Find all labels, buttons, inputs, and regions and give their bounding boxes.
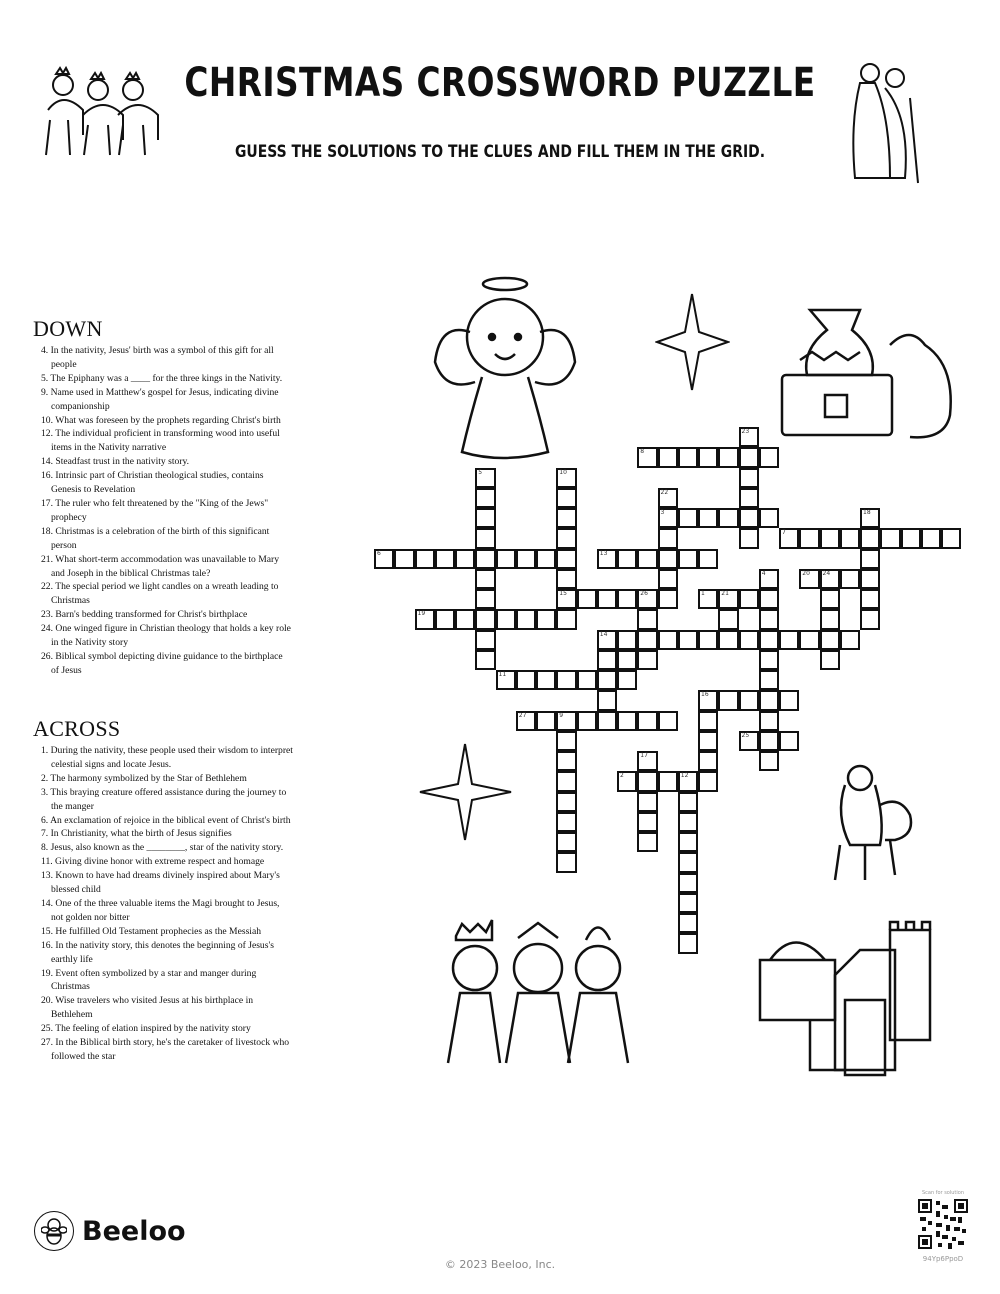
crossword-cell[interactable] <box>678 933 698 953</box>
crossword-cell[interactable] <box>698 731 718 751</box>
crossword-cell[interactable] <box>637 751 657 771</box>
down-clue: 23. Barn's bedding transformed for Christ's birthplace <box>41 609 248 621</box>
crossword-cell[interactable] <box>617 670 637 690</box>
clue-number: 5 <box>478 468 483 476</box>
crossword-cell[interactable] <box>556 832 576 852</box>
down-clue: 24. One winged figure in Christian theology that holds a key role in the Nativity story <box>41 623 291 649</box>
crossword-cell[interactable] <box>597 549 617 569</box>
crossword-cell[interactable] <box>840 630 860 650</box>
crossword-cell[interactable] <box>718 630 738 650</box>
crossword-cell[interactable] <box>658 630 678 650</box>
crossword-cell[interactable] <box>759 630 779 650</box>
clue-number: 16 <box>701 691 709 699</box>
crossword-cell[interactable] <box>475 488 495 508</box>
crossword-cell[interactable] <box>759 508 779 528</box>
crossword-cell[interactable] <box>637 630 657 650</box>
crossword-cell[interactable] <box>617 549 637 569</box>
across-clue: 8. Jesus, also known as the ________, star of the nativity story. <box>41 842 284 854</box>
down-clue: 22. The special period we light candles on a wreath leading to Christmas <box>41 581 279 607</box>
page-title: CHRISTMAS CROSSWORD PUZZLE <box>184 60 816 106</box>
mary-on-donkey-illustration <box>825 760 920 885</box>
holy-family-illustration <box>840 58 930 188</box>
clue-number: 12 <box>680 772 689 780</box>
across-clue: 25. The feeling of elation inspired by the nativity story <box>41 1023 251 1035</box>
crossword-cell[interactable] <box>718 690 738 710</box>
crossword-cell[interactable] <box>496 609 516 629</box>
crossword-cell[interactable] <box>415 549 435 569</box>
across-clue: 2. The harmony symbolized by the Star of Bethlehem <box>41 772 247 784</box>
down-heading: DOWN <box>33 316 103 341</box>
crossword-cell[interactable] <box>556 852 576 872</box>
across-clue: 1. During the nativity, these people used their wisdom to interpret celestial signs and locate Jesus. <box>41 745 293 770</box>
crossword-cell[interactable] <box>658 528 678 548</box>
crossword-cell[interactable] <box>739 468 759 488</box>
star-icon <box>418 742 513 842</box>
crossword-cell[interactable] <box>475 630 495 650</box>
clue-number: 23 <box>741 428 750 435</box>
crossword-cell[interactable] <box>739 447 759 467</box>
clue-number: 1 <box>701 590 705 597</box>
crossword-cell[interactable] <box>556 468 576 488</box>
crossword-cell[interactable] <box>637 609 657 629</box>
crossword-cell[interactable] <box>779 690 799 710</box>
crossword-cell[interactable] <box>698 589 718 609</box>
clue-number: 14 <box>599 630 608 638</box>
star-icon <box>655 292 730 392</box>
crossword-cell[interactable] <box>678 792 698 812</box>
down-clue: 10. What was foreseen by the prophets regarding Christ's birth <box>41 414 281 426</box>
down-clue: 26. Biblical symbol depicting divine guidance to the birthplace of Jesus <box>41 650 283 676</box>
crossword-cell[interactable] <box>536 711 556 731</box>
down-clue: 16. Intrinsic part of Christian theological studies, contains Genesis to Revelation <box>41 470 264 496</box>
bethlehem-town-illustration <box>750 920 940 1080</box>
crossword-cell[interactable] <box>475 549 495 569</box>
crossword-cell[interactable] <box>698 549 718 569</box>
across-clues-section <box>33 716 293 1064</box>
crossword-cell[interactable] <box>678 873 698 893</box>
crossword-cell[interactable] <box>475 650 495 670</box>
crossword-cell[interactable] <box>941 528 961 548</box>
down-clue: 14. Steadfast trust in the nativity story. <box>41 456 190 468</box>
brand-logo <box>34 1211 186 1251</box>
angel-illustration <box>430 272 580 462</box>
crossword-cell[interactable] <box>475 569 495 589</box>
crossword-cell[interactable] <box>637 771 657 791</box>
down-clue: 5. The Epiphany was a ____ for the three kings in the Nativity. <box>41 372 283 384</box>
crossword-cell[interactable] <box>678 913 698 933</box>
crossword-cell[interactable] <box>658 508 678 528</box>
crossword-cell[interactable] <box>678 893 698 913</box>
crossword-cell[interactable] <box>678 852 698 872</box>
crossword-cell[interactable] <box>637 711 657 731</box>
crossword-cell[interactable] <box>658 771 678 791</box>
crossword-cell[interactable] <box>556 812 576 832</box>
across-clue: 7. In Christianity, what the birth of Jesus signifies <box>41 828 232 840</box>
crossword-cell[interactable] <box>556 711 576 731</box>
crossword-cell[interactable] <box>820 609 840 629</box>
crossword-cell[interactable] <box>860 508 880 528</box>
crossword-cell[interactable] <box>658 711 678 731</box>
clue-number: 9 <box>559 711 564 719</box>
crossword-cell[interactable] <box>475 468 495 488</box>
crossword-cell[interactable] <box>759 731 779 751</box>
crossword-cell[interactable] <box>597 650 617 670</box>
crossword-cell[interactable] <box>394 549 414 569</box>
crossword-cell[interactable] <box>536 670 556 690</box>
crossword-cell[interactable] <box>779 528 799 548</box>
clue-number: 26 <box>640 590 648 597</box>
crossword-cell[interactable] <box>658 488 678 508</box>
crossword-cell[interactable] <box>739 731 759 751</box>
crossword-cell[interactable] <box>577 670 597 690</box>
crossword-cell[interactable] <box>617 589 637 609</box>
crossword-cell[interactable] <box>718 589 738 609</box>
across-clue: 16. In the nativity story, this denotes the beginning of Jesus's earthly life <box>41 939 274 965</box>
crossword-cell[interactable] <box>658 569 678 589</box>
across-clue: 20. Wise travelers who visited Jesus at his birthplace in Bethlehem <box>41 995 254 1021</box>
crossword-cell[interactable] <box>496 670 516 690</box>
clue-number: 11 <box>498 671 507 678</box>
crossword-cell[interactable] <box>658 589 678 609</box>
qr-label: Scan for solution <box>921 1190 964 1196</box>
crossword-cell[interactable] <box>678 508 698 528</box>
crossword-cell[interactable] <box>759 751 779 771</box>
across-clue: 11. Giving divine honor with extreme respect and homage <box>41 856 265 868</box>
down-clue: 12. The individual proficient in transforming wood into useful items in the Nativity narrative <box>41 428 280 454</box>
crossword-cell[interactable] <box>860 589 880 609</box>
crossword-cell[interactable] <box>799 569 819 589</box>
crossword-cell[interactable] <box>556 549 576 569</box>
clue-number: 17 <box>640 752 648 759</box>
crossword-cell[interactable] <box>556 488 576 508</box>
crossword-cell[interactable] <box>739 488 759 508</box>
crossword-cell[interactable] <box>840 569 860 589</box>
across-clue: 6. An exclamation of rejoice in the biblical event of Christ's birth <box>41 814 291 826</box>
crossword-cell[interactable] <box>698 508 718 528</box>
down-clue: 9. Name used in Matthew's gospel for Jesus, indicating divine companionship <box>41 386 279 412</box>
crossword-cell[interactable] <box>637 447 657 467</box>
crossword-cell[interactable] <box>759 711 779 731</box>
clue-number: 4 <box>761 569 766 577</box>
crossword-cell[interactable] <box>739 690 759 710</box>
crossword-cell[interactable] <box>496 549 516 569</box>
crossword-cell[interactable] <box>637 832 657 852</box>
across-clue: 13. Known to have had dreams divinely inspired about Mary's blessed child <box>41 870 280 896</box>
three-wise-men-illustration <box>438 918 638 1068</box>
crossword-cell[interactable] <box>374 549 394 569</box>
crossword-cell[interactable] <box>637 549 657 569</box>
crossword-cell[interactable] <box>516 609 536 629</box>
crossword-cell[interactable] <box>516 711 536 731</box>
crossword-cell[interactable] <box>556 751 576 771</box>
crossword-cell[interactable] <box>415 609 435 629</box>
crossword-cell[interactable] <box>597 670 617 690</box>
crossword-cell[interactable] <box>678 832 698 852</box>
crossword-cell[interactable] <box>718 447 738 467</box>
across-clue: 27. In the Biblical birth story, he's the caretaker of livestock who followed the star <box>41 1037 290 1062</box>
crossword-cell[interactable] <box>637 650 657 670</box>
across-clue: 14. One of the three valuable items the Magi brought to Jesus, not golden nor bitter <box>41 897 280 923</box>
crossword-cell[interactable] <box>820 630 840 650</box>
crossword-cell[interactable] <box>799 630 819 650</box>
crossword-cell[interactable] <box>435 549 455 569</box>
crossword-cell[interactable] <box>597 711 617 731</box>
crossword-cell[interactable] <box>759 650 779 670</box>
crossword-cell[interactable] <box>475 609 495 629</box>
clue-number: 2 <box>620 772 624 780</box>
crossword-cell[interactable] <box>678 630 698 650</box>
crossword-cell[interactable] <box>840 528 860 548</box>
crossword-cell[interactable] <box>739 630 759 650</box>
crossword-cell[interactable] <box>678 549 698 569</box>
crossword-cell[interactable] <box>637 812 657 832</box>
crossword-cell[interactable] <box>455 549 475 569</box>
crossword-cell[interactable] <box>799 528 819 548</box>
clue-number: 13 <box>599 549 608 557</box>
crossword-cell[interactable] <box>516 549 536 569</box>
crossword-cell[interactable] <box>759 589 779 609</box>
instructions: GUESS THE SOLUTIONS TO THE CLUES AND FILL THEM IN THE GRID. <box>234 142 766 162</box>
solution-qr[interactable] <box>913 1190 973 1263</box>
crossword-cell[interactable] <box>556 609 576 629</box>
crossword-cell[interactable] <box>678 447 698 467</box>
crossword-cell[interactable] <box>577 589 597 609</box>
crossword-cell[interactable] <box>779 630 799 650</box>
crossword-cell[interactable] <box>860 609 880 629</box>
clue-number: 6 <box>377 549 381 557</box>
across-heading: ACROSS <box>33 716 121 741</box>
crossword-cell[interactable] <box>556 589 576 609</box>
crossword-cell[interactable] <box>577 711 597 731</box>
crossword-cell[interactable] <box>617 711 637 731</box>
crossword-cell[interactable] <box>739 528 759 548</box>
crossword-cell[interactable] <box>860 569 880 589</box>
crossword-cell[interactable] <box>739 508 759 528</box>
crossword-cell[interactable] <box>698 771 718 791</box>
crossword-cell[interactable] <box>617 630 637 650</box>
crossword-cell[interactable] <box>698 711 718 731</box>
crossword-cell[interactable] <box>556 670 576 690</box>
crossword-cell[interactable] <box>678 771 698 791</box>
crossword-cell[interactable] <box>779 731 799 751</box>
crossword-cell[interactable] <box>536 609 556 629</box>
qr-code-icon <box>918 1199 968 1249</box>
clue-number: 10 <box>559 468 567 476</box>
brand-name: Beeloo <box>82 1215 186 1247</box>
crossword-cell[interactable] <box>880 528 900 548</box>
crossword-cell[interactable] <box>739 427 759 447</box>
clue-number: 7 <box>782 529 786 537</box>
crossword-cell[interactable] <box>597 690 617 710</box>
crossword-cell[interactable] <box>860 528 880 548</box>
crossword-cell[interactable] <box>678 812 698 832</box>
crossword-cell[interactable] <box>739 589 759 609</box>
crossword-cell[interactable] <box>617 771 637 791</box>
clue-number: 25 <box>741 731 750 739</box>
crossword-cell[interactable] <box>759 609 779 629</box>
crossword-cell[interactable] <box>435 609 455 629</box>
crossword-cell[interactable] <box>759 670 779 690</box>
crossword-cell[interactable] <box>637 589 657 609</box>
copyright: © 2023 Beeloo, Inc. <box>444 1258 556 1271</box>
crossword-cell[interactable] <box>698 690 718 710</box>
crossword-cell[interactable] <box>901 528 921 548</box>
crossword-cell[interactable] <box>617 650 637 670</box>
crossword-cell[interactable] <box>698 630 718 650</box>
three-kings-on-camels-illustration <box>38 60 168 160</box>
gifts-of-magi-illustration <box>780 305 955 440</box>
across-clue: 3. This braying creature offered assistance during the journey to the manger <box>41 786 287 812</box>
crossword-cell[interactable] <box>597 589 617 609</box>
crossword-cell[interactable] <box>820 528 840 548</box>
down-clue: 21. What short-term accommodation was unavailable to Mary and Joseph in the biblical Christmas tale? <box>41 553 279 579</box>
clue-number: 22 <box>660 488 669 496</box>
crossword-cell[interactable] <box>698 447 718 467</box>
crossword-cell[interactable] <box>475 589 495 609</box>
crossword-cell[interactable] <box>556 528 576 548</box>
clue-number: 27 <box>518 711 527 719</box>
crossword-cell[interactable] <box>718 508 738 528</box>
crossword-cell[interactable] <box>556 792 576 812</box>
clue-number: 8 <box>640 448 645 456</box>
crossword-cell[interactable] <box>759 447 779 467</box>
clue-number: 15 <box>559 590 567 597</box>
crossword-cell[interactable] <box>455 609 475 629</box>
crossword-cell[interactable] <box>475 528 495 548</box>
down-clue: 17. The ruler who felt threatened by the "King of the Jews" prophecy <box>41 497 269 523</box>
crossword-cell[interactable] <box>597 630 617 650</box>
crossword-cell[interactable] <box>536 549 556 569</box>
crossword-cell[interactable] <box>759 569 779 589</box>
crossword-cell[interactable] <box>698 751 718 771</box>
across-clue: 15. He fulfilled Old Testament prophecies as the Messiah <box>41 925 262 937</box>
crossword-cell[interactable] <box>556 569 576 589</box>
crossword-cell[interactable] <box>637 792 657 812</box>
crossword-cell[interactable] <box>475 508 495 528</box>
crossword-cell[interactable] <box>860 549 880 569</box>
crossword-cell[interactable] <box>556 771 576 791</box>
bee-icon <box>34 1211 74 1251</box>
crossword-cell[interactable] <box>759 690 779 710</box>
crossword-cell[interactable] <box>921 528 941 548</box>
crossword-cell[interactable] <box>718 609 738 629</box>
crossword-cell[interactable] <box>516 670 536 690</box>
clue-number: 18 <box>863 509 871 516</box>
crossword-cell[interactable] <box>820 650 840 670</box>
clue-number: 21 <box>721 590 729 597</box>
down-clues-section <box>33 316 293 678</box>
clue-number: 20 <box>802 569 810 577</box>
qr-code-text: 94Yp6PpoD <box>922 1255 964 1263</box>
clue-number: 3 <box>660 509 665 516</box>
crossword-cell[interactable] <box>556 731 576 751</box>
down-clue: 18. Christmas is a celebration of the birth of this significant person <box>41 525 270 551</box>
crossword-cell[interactable] <box>658 549 678 569</box>
across-clue: 19. Event often symbolized by a star and manger during Christmas <box>41 967 257 993</box>
crossword-cell[interactable] <box>820 589 840 609</box>
clue-number: 24 <box>822 569 831 577</box>
down-clue: 4. In the nativity, Jesus' birth was a symbol of this gift for all people <box>41 345 274 370</box>
crossword-cell[interactable] <box>556 508 576 528</box>
crossword-cell[interactable] <box>820 569 840 589</box>
crossword-cell[interactable] <box>658 447 678 467</box>
clue-number: 19 <box>417 610 426 618</box>
